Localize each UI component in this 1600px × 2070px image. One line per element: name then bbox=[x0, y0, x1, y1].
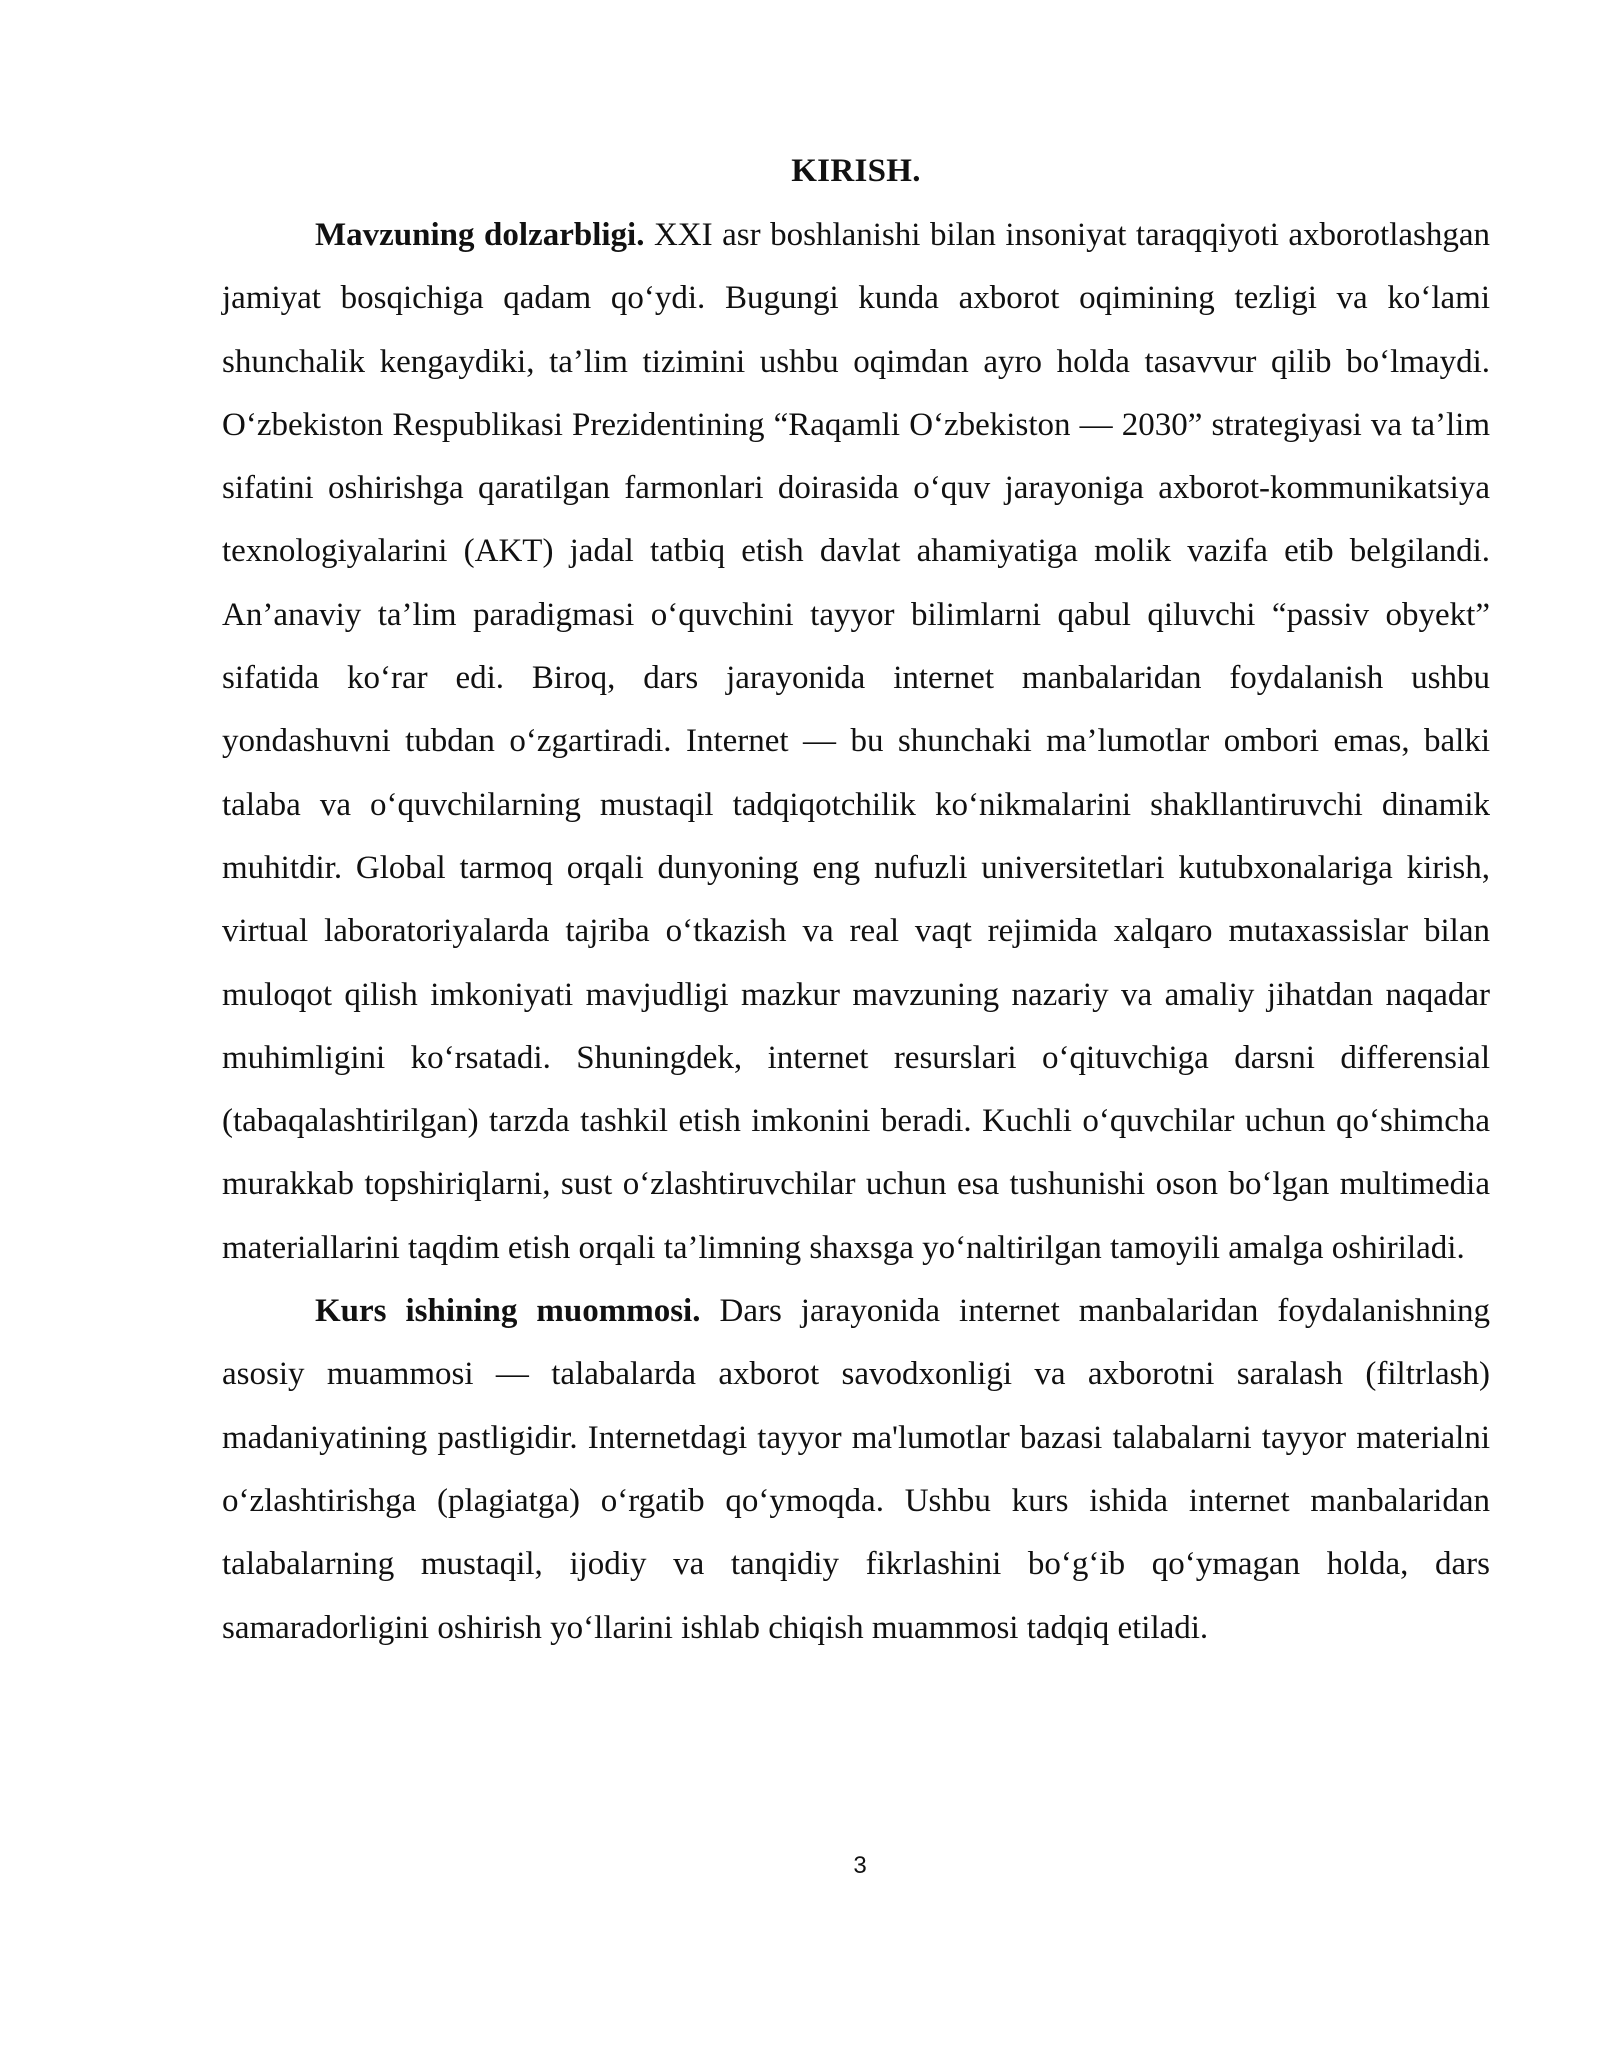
page-heading: KIRISH. bbox=[791, 153, 921, 189]
paragraph-text-relevance: XXI asr boshlanishi bilan insoniyat taraqqiyoti axborotlashgan jamiyat bosqichiga qadam qo‘ydi. Bugungi kunda axborot oqimining tezligi va ko‘lami shunchalik kengaydiki, ta’lim tizimini ushbu oqimdan ayro holda tasavvur qilib bo‘lmaydi. O‘zbekiston Respublikasi Prezidentining “Raqamli O‘zbekiston — 2030” strategiyasi va ta’lim sifatini oshirishga qaratilgan farmonlari doirasida o‘quv jarayoniga axborot-kommunikatsiya texnologiyalarini (AKT) jadal tatbiq etish davlat ahamiyatiga molik vazifa etib belgilandi. An’anaviy ta’lim paradigmasi o‘quvchini tayyor bilimlarni qabul qiluvchi “passiv obyekt” sifatida ko‘rar edi. Biroq, dars jarayonida internet manbalaridan foydalanish ushbu yondashuvni tubdan o‘zgartiradi. Internet — bu shunchaki ma’lumotlar ombori emas, balki talaba va o‘quvchilarning mustaqil tadqiqotchilik ko‘nikmalarini shakllantiruvchi dinamik muhitdir. Global tarmoq orqali dunyoning eng nufuzli universitetlari kutubxonalariga kirish, virtual laboratoriyalarda tajriba o‘tkazish va real vaqt rejimida xalqaro mutaxassislar bilan muloqot qilish imkoniyati mavjudligi mazkur mavzuning nazariy va amaliy jihatdan naqadar muhimligini ko‘rsatadi. Shuningdek, internet resurslari o‘qituvchiga darsni differensial (tabaqalashtirilgan) tarzda tashkil etish imkonini beradi. Kuchli o‘quvchilar uchun qo‘shimcha murakkab topshiriqlarni, sust o‘zlashtiruvchilar uchun esa tushunishi oson bo‘lgan multimedia materiallarini taqdim etish orqali ta’limning shaxsga yo‘naltirilgan tamoyili amalga oshiriladi. bbox=[222, 217, 1491, 1266]
paragraph-text-problem: Dars jarayonida internet manbalaridan foydalanishning asosiy muammosi — talabalarda axborot savodxonligi va axborotni saralash (filtrlash) madaniyatining pastligidir. Internetdagi tayyor ma'lumotlar bazasi talabalarni tayyor materialni o‘zlashtirishga (plagiatga) o‘rgatib qo‘ymoqda. Ushbu kurs ishida internet manbalaridan talabalarning mustaqil, ijodiy va tanqidiy fikrlashini bo‘g‘ib qo‘ymagan holda, dars samaradorligini oshirish yo‘llarini ishlab chiqish muammosi tadqiq etiladi. bbox=[222, 1293, 1491, 1646]
paragraph-relevance bbox=[222, 204, 1490, 1280]
paragraph-lead-relevance: Mavzuning dolzarbligi. bbox=[315, 217, 645, 253]
paragraph-lead-problem: Kurs ishining muommosi. bbox=[315, 1293, 701, 1330]
page-content bbox=[222, 150, 1490, 1660]
page-number: 3 bbox=[853, 1852, 867, 1879]
paragraph-problem bbox=[222, 1280, 1490, 1660]
